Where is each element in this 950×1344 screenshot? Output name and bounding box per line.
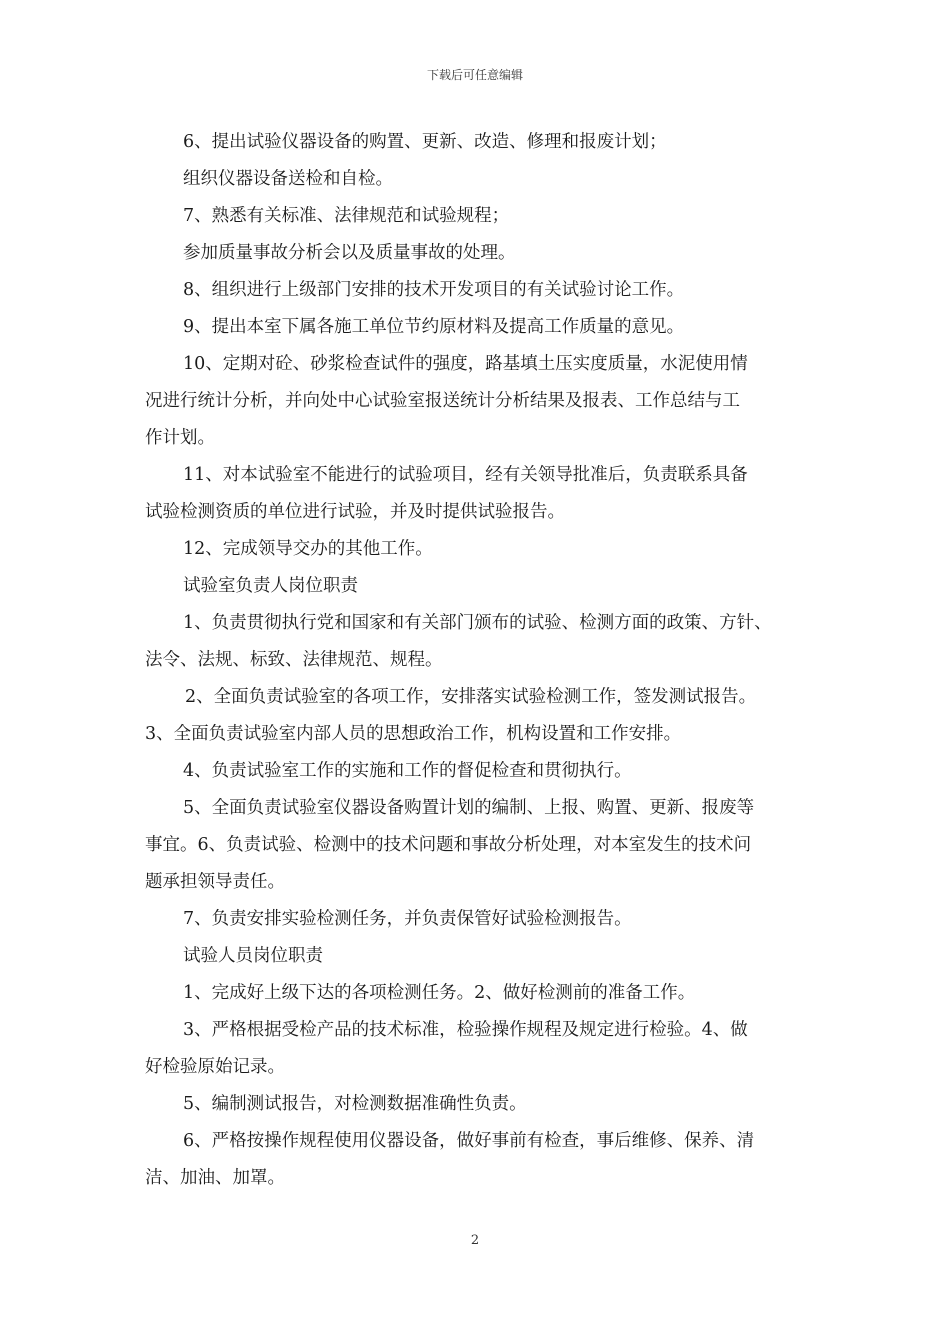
text-line: 3、严格根据受检产品的技术标准，检验操作规程及规定进行检验。4、做 bbox=[183, 1020, 748, 1040]
text-line: 12、完成领导交办的其他工作。 bbox=[183, 539, 433, 559]
text-line: 1、完成好上级下达的各项检测任务。2、做好检测前的准备工作。 bbox=[183, 983, 696, 1003]
text-line: 参加质量事故分析会以及质量事故的处理。 bbox=[183, 243, 516, 263]
text-line: 4、负责试验室工作的实施和工作的督促检查和贯彻执行。 bbox=[183, 761, 632, 781]
text-line: 1、负责贯彻执行党和国家和有关部门颁布的试验、检测方面的政策、方针、 bbox=[183, 613, 772, 633]
page-header: 下载后可任意编辑 bbox=[426, 68, 523, 82]
text-line: 5、编制测试报告，对检测数据准确性负责。 bbox=[183, 1094, 527, 1114]
section-heading: 试验人员岗位职责 bbox=[183, 946, 323, 966]
text-line: 2、全面负责试验室的各项工作，安排落实试验检测工作，签发测试报告。 bbox=[185, 687, 757, 707]
text-line: 5、全面负责试验室仪器设备购置计划的编制、上报、购置、更新、报废等 bbox=[183, 798, 755, 818]
page-number: 2 bbox=[470, 1233, 480, 1248]
text-line: 题承担领导责任。 bbox=[145, 872, 285, 892]
document-body bbox=[145, 124, 825, 1197]
text-line: 事宜。6、负责试验、检测中的技术问题和事故分析处理，对本室发生的技术问 bbox=[145, 835, 752, 855]
text-line: 法令、法规、标致、法律规范、规程。 bbox=[145, 650, 443, 670]
text-line: 作计划。 bbox=[145, 428, 215, 448]
text-line: 9、提出本室下属各施工单位节约原材料及提高工作质量的意见。 bbox=[183, 317, 685, 337]
text-line: 11、对本试验室不能进行的试验项目，经有关领导批准后，负责联系具备 bbox=[183, 465, 748, 485]
text-line: 好检验原始记录。 bbox=[145, 1057, 285, 1077]
text-line: 10、定期对砼、砂浆检查试件的强度，路基填土压实度质量，水泥使用情 bbox=[183, 354, 748, 374]
text-line: 6、提出试验仪器设备的购置、更新、改造、修理和报废计划； bbox=[183, 132, 667, 152]
text-line: 8、组织进行上级部门安排的技术开发项目的有关试验讨论工作。 bbox=[183, 280, 685, 300]
text-line: 况进行统计分析，并向处中心试验室报送统计分析结果及报表、工作总结与工 bbox=[145, 391, 740, 411]
text-line: 试验检测资质的单位进行试验，并及时提供试验报告。 bbox=[145, 502, 565, 522]
text-line: 7、熟悉有关标准、法律规范和试验规程； bbox=[183, 206, 510, 226]
text-line: 组织仪器设备送检和自检。 bbox=[183, 169, 393, 189]
section-heading: 试验室负责人岗位职责 bbox=[183, 576, 358, 596]
text-line: 洁、加油、加罩。 bbox=[145, 1168, 285, 1188]
text-line: 7、负责安排实验检测任务，并负责保管好试验检测报告。 bbox=[183, 909, 632, 929]
text-line: 3、全面负责试验室内部人员的思想政治工作，机构设置和工作安排。 bbox=[145, 724, 682, 744]
text-line: 6、严格按操作规程使用仪器设备，做好事前有检查，事后维修、保养、清 bbox=[183, 1131, 755, 1151]
